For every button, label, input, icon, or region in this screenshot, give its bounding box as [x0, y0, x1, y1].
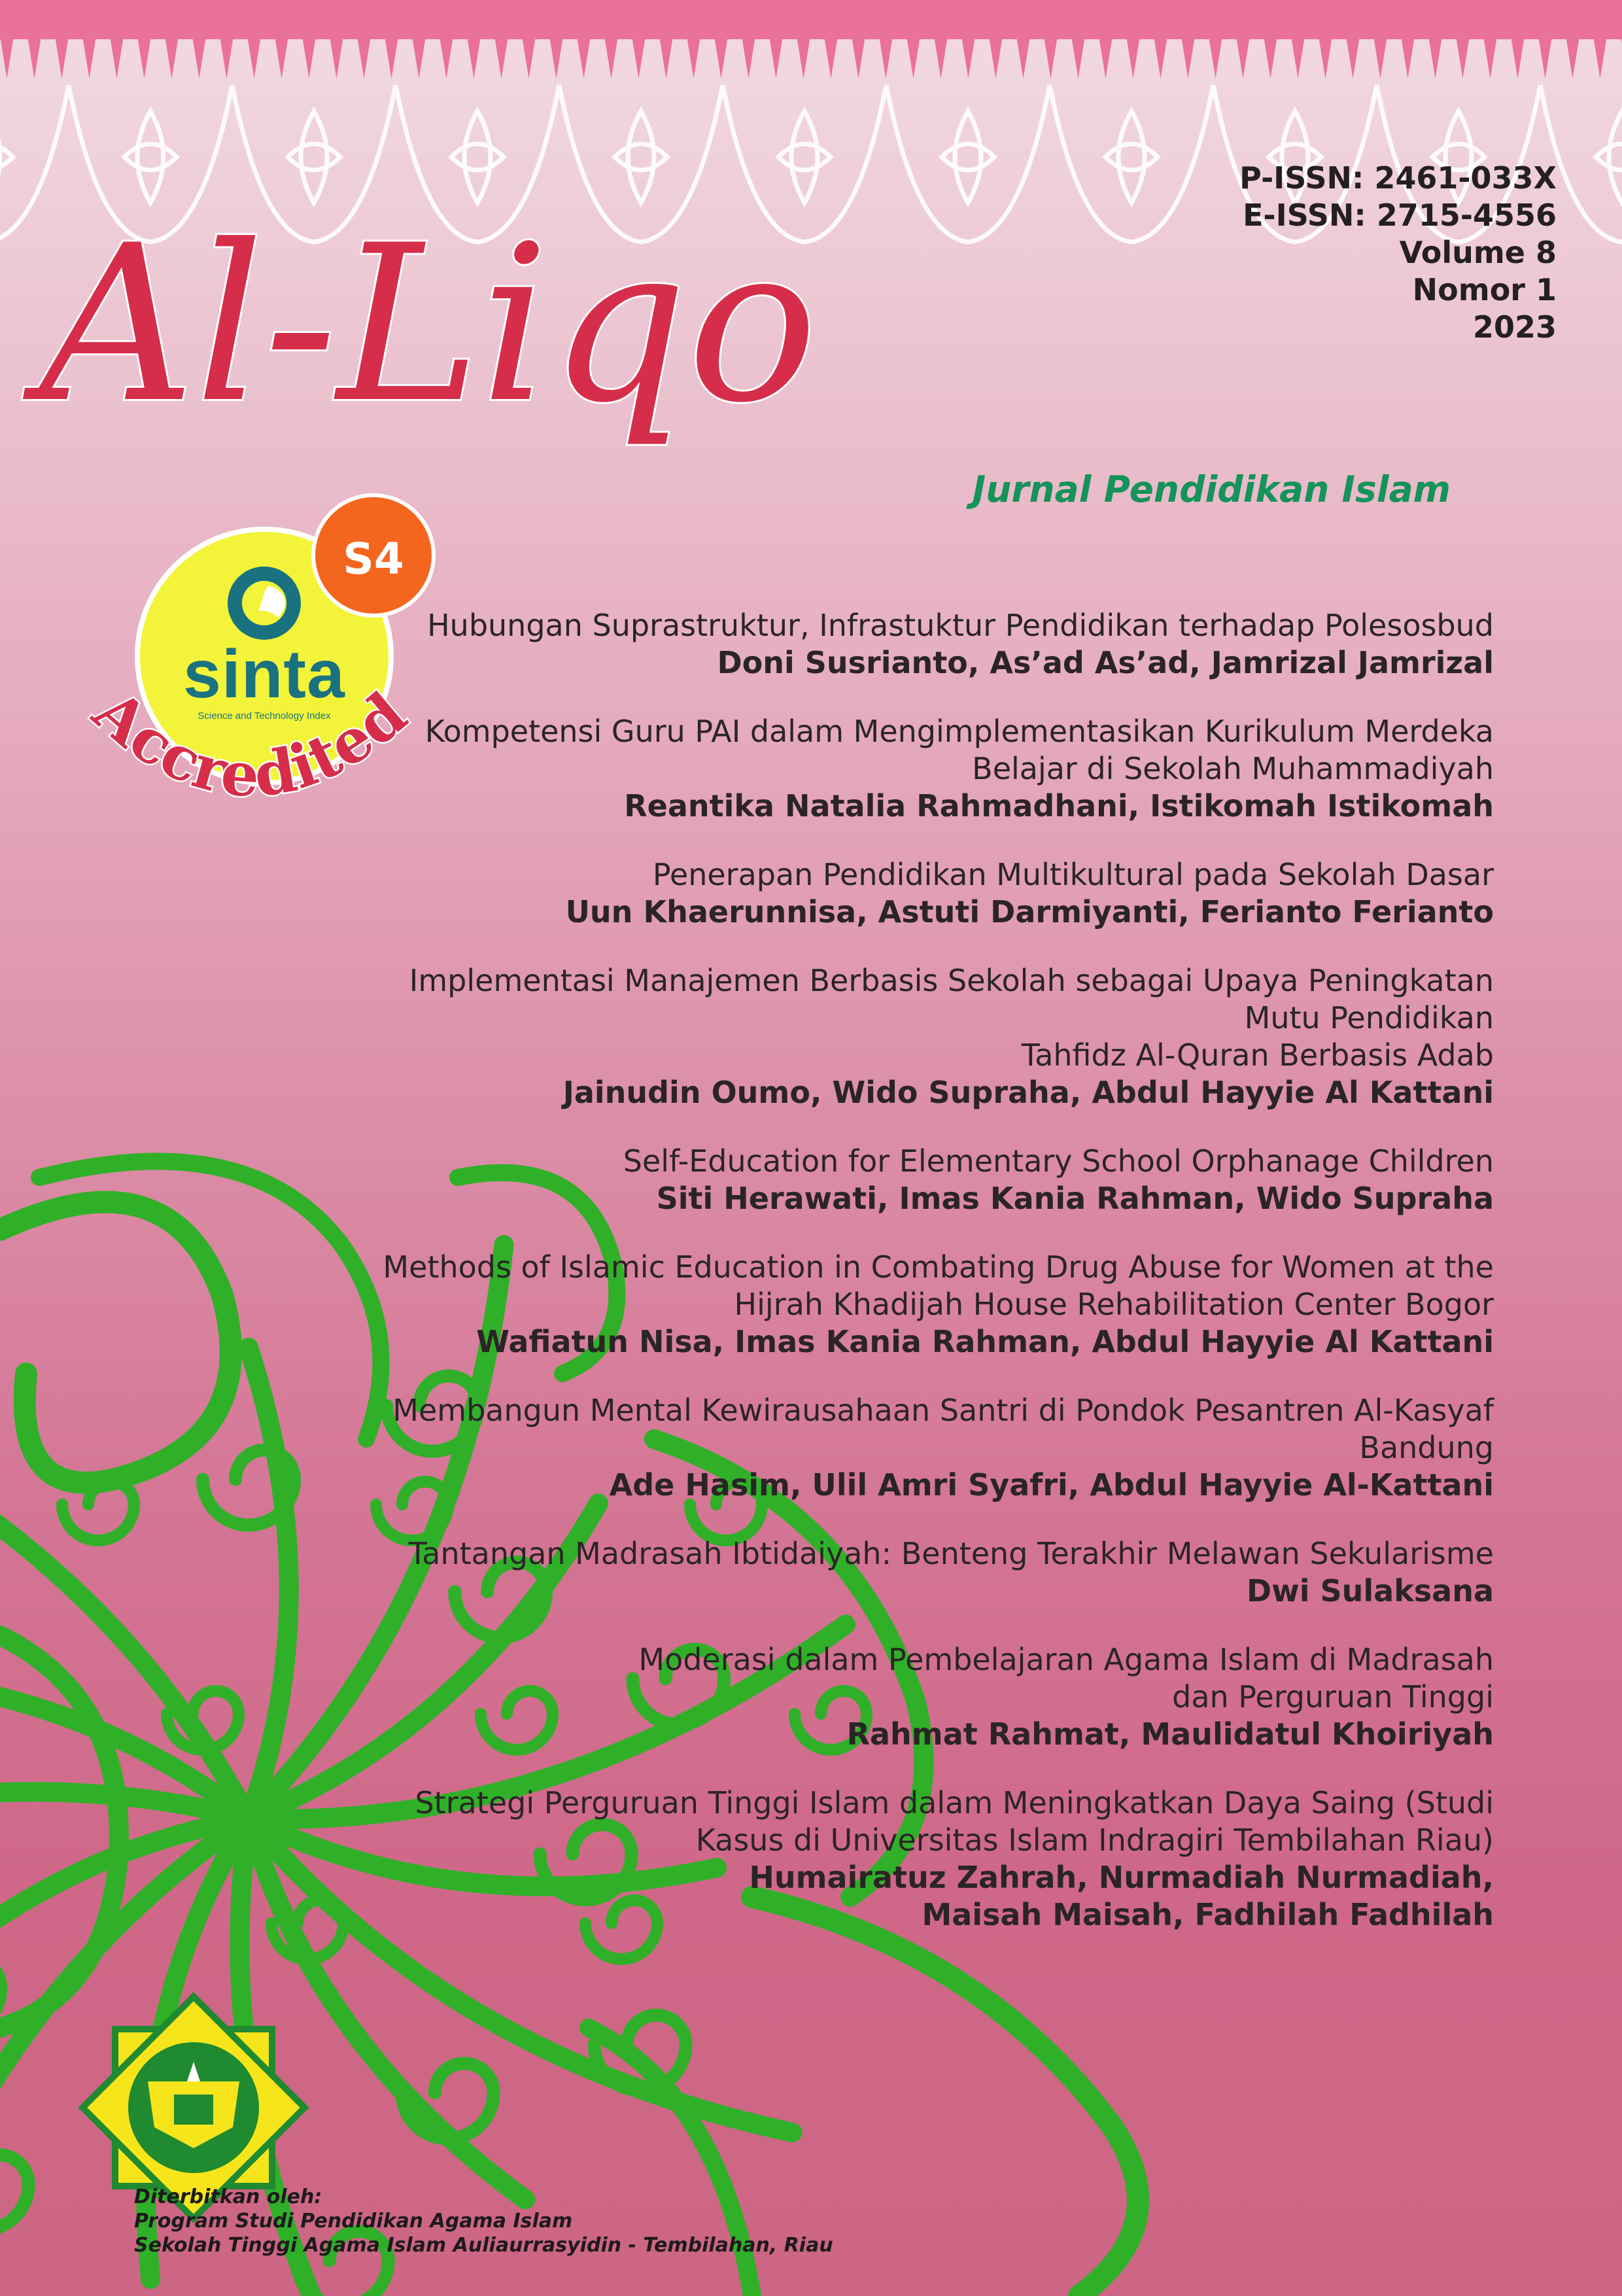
publisher-label: Diterbitkan oleh:	[134, 2185, 322, 2208]
article-title: dan Perguruan Tinggi	[1172, 1679, 1494, 1714]
article-authors: Doni Susrianto, As’ad As’ad, Jamrizal Jamrizal	[717, 645, 1494, 680]
article-title: Mutu Pendidikan	[1244, 1000, 1494, 1035]
article-title: Hijrah Khadijah House Rehabilitation Center Bogor	[734, 1287, 1494, 1322]
article-list	[251, 607, 1494, 1965]
article-entry	[251, 1249, 1494, 1361]
year: 2023	[1472, 309, 1557, 345]
article-authors: Uun Khaerunnisa, Astuti Darmiyanti, Ferianto Ferianto	[565, 894, 1494, 930]
article-entry	[251, 856, 1494, 931]
article-authors: Dwi Sulaksana	[1247, 1573, 1494, 1609]
article-title: Tantangan Madrasah Ibtidaiyah: Benteng Terakhir Melawan Sekularisme	[408, 1536, 1494, 1571]
issue-number: Nomor 1	[1412, 272, 1557, 307]
article-title: Kompetensi Guru PAI dalam Mengimplementasikan Kurikulum Merdeka	[424, 714, 1494, 749]
journal-subtitle: Jurnal Pendidikan Islam	[972, 468, 1451, 510]
volume: Volume 8	[1399, 235, 1557, 270]
article-authors: Humairatuz Zahrah, Nurmadiah Nurmadiah,	[749, 1860, 1494, 1895]
article-authors: Ade Hasim, Ulil Amri Syafri, Abdul Hayyie Al-Kattani	[609, 1467, 1494, 1503]
article-authors: Jainudin Oumo, Wido Supraha, Abdul Hayyie Al Kattani	[562, 1075, 1494, 1110]
publisher-institution: Sekolah Tinggi Agama Islam Auliaurrasyidin - Tembilahan, Riau	[134, 2234, 833, 2257]
publisher-program: Program Studi Pendidikan Agama Islam	[134, 2210, 573, 2233]
article-entry	[251, 1641, 1494, 1753]
sinta-rank: S4	[311, 493, 436, 617]
article-title: Membangun Mental Kewirausahaan Santri di Pondok Pesantren Al-Kasyaf	[392, 1393, 1494, 1428]
article-authors: Wafiatun Nisa, Imas Kania Rahman, Abdul Hayyie Al Kattani	[476, 1324, 1494, 1359]
article-authors: Rahmat Rahmat, Maulidatul Khoiriyah	[846, 1716, 1494, 1752]
svg-text:Al-Liqo: Al-Liqo	[39, 199, 818, 450]
article-title: Moderasi dalam Pembelajaran Agama Islam di Madrasah	[638, 1642, 1494, 1677]
article-entry	[251, 1392, 1494, 1504]
article-title: Penerapan Pendidikan Multikultural pada Sekolah Dasar	[652, 857, 1494, 892]
article-title: Belajar di Sekolah Muhammadiyah	[972, 751, 1494, 786]
article-title: Methods of Islamic Education in Combating Drug Abuse for Women at the	[383, 1249, 1494, 1285]
electronic-issn: E-ISSN: 2715-4556	[1243, 198, 1557, 233]
article-entry	[251, 1535, 1494, 1610]
sinta-logo-tagline: Science and Technology Index	[198, 710, 331, 722]
sinta-logo-word: sinta	[183, 636, 345, 712]
article-entry	[251, 1784, 1494, 1934]
article-entry	[251, 1143, 1494, 1217]
article-entry	[251, 962, 1494, 1111]
article-title: Tahfidz Al-Quran Berbasis Adab	[1021, 1037, 1494, 1073]
article-authors: Maisah Maisah, Fadhilah Fadhilah	[922, 1897, 1494, 1932]
print-issn: P-ISSN: 2461-033X	[1239, 160, 1557, 196]
article-entry	[251, 713, 1494, 825]
article-title: Bandung	[1359, 1430, 1494, 1465]
article-title: Self-Education for Elementary School Orphanage Children	[623, 1143, 1494, 1179]
article-authors: Siti Herawati, Imas Kania Rahman, Wido Supraha	[656, 1181, 1494, 1216]
article-title: Strategi Perguruan Tinggi Islam dalam Meningkatkan Daya Saing (Studi	[415, 1785, 1494, 1820]
article-title: Kasus di Universitas Islam Indragiri Tembilahan Riau)	[695, 1822, 1494, 1858]
article-entry	[251, 607, 1494, 682]
svg-text:Accredited: Accredited	[80, 676, 420, 811]
ministry-emblem	[0, 0, 314, 2224]
article-title: Hubungan Suprastruktur, Infrastuktur Pendidikan terhadap Polesosbud	[427, 608, 1494, 643]
article-authors: Reantika Natalia Rahmadhani, Istikomah Istikomah	[624, 788, 1494, 824]
publisher-block	[134, 2185, 833, 2257]
article-title: Implementasi Manajemen Berbasis Sekolah sebagai Upaya Peningkatan	[409, 963, 1494, 998]
issn-block	[1239, 160, 1557, 346]
